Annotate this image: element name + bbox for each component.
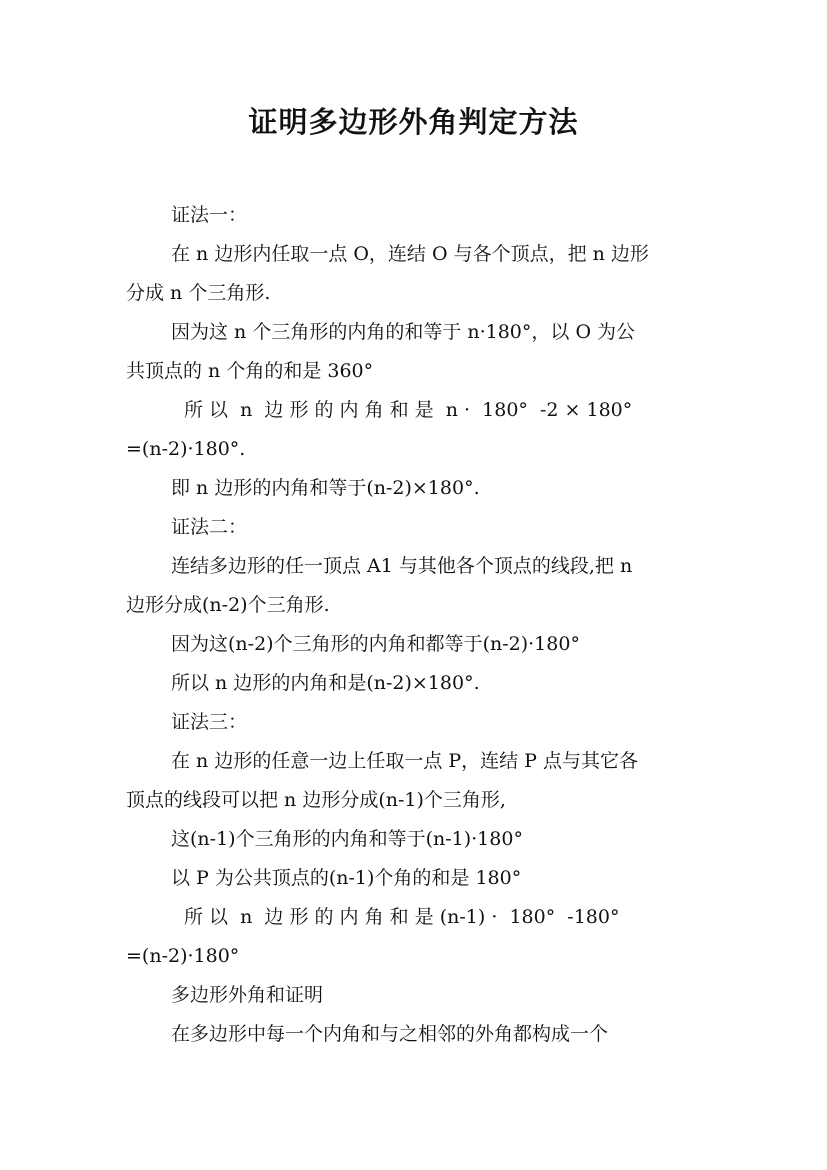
document-body (126, 196, 704, 1054)
paragraph-line: =(n-2)·180° (126, 945, 240, 967)
paragraph-line: 边形分成(n-2)个三角形. (126, 594, 330, 616)
paragraph-line: 以 P 为公共顶点的(n-1)个角的和是 180° (171, 867, 522, 889)
paragraph-line: 顶点的线段可以把 n 边形分成(n-1)个三角形, (126, 789, 506, 811)
section-heading: 多边形外角和证明 (171, 984, 324, 1006)
paragraph-line: 所 以 n 边 形 的 内 角 和 是 n · 180° -2 × 180° (184, 399, 633, 421)
paragraph-line: 在 n 边形的任意一边上任取一点 P，连结 P 点与其它各 (171, 750, 639, 772)
method-one-heading: 证法一： (171, 204, 248, 226)
paragraph-line: 这(n-1)个三角形的内角和等于(n-1)·180° (171, 828, 523, 850)
paragraph-line: =(n-2)·180°. (126, 438, 246, 460)
paragraph-line: 即 n 边形的内角和等于(n-2)×180°. (171, 477, 480, 499)
paragraph-line: 共顶点的 n 个角的和是 360° (126, 360, 374, 382)
paragraph-line: 所 以 n 边 形 的 内 角 和 是 (n-1) · 180° -180° (184, 906, 620, 928)
paragraph-line: 在 n 边形内任取一点 O，连结 O 与各个顶点，把 n 边形 (171, 243, 649, 265)
paragraph-line: 分成 n 个三角形. (126, 282, 271, 304)
document-title: 证明多边形外角判定方法 (248, 105, 579, 139)
paragraph-line: 在多边形中每一个内角和与之相邻的外角都构成一个 (171, 1023, 609, 1045)
paragraph-line: 所以 n 边形的内角和是(n-2)×180°. (171, 672, 480, 694)
method-three-heading: 证法三： (171, 711, 248, 733)
paragraph-line: 因为这(n-2)个三角形的内角和都等于(n-2)·180° (171, 633, 580, 655)
method-two-heading: 证法二： (171, 516, 248, 538)
paragraph-line: 因为这 n 个三角形的内角的和等于 n·180°，以 O 为公 (171, 321, 636, 343)
paragraph-line: 连结多边形的任一顶点 A1 与其他各个顶点的线段,把 n (171, 555, 633, 577)
